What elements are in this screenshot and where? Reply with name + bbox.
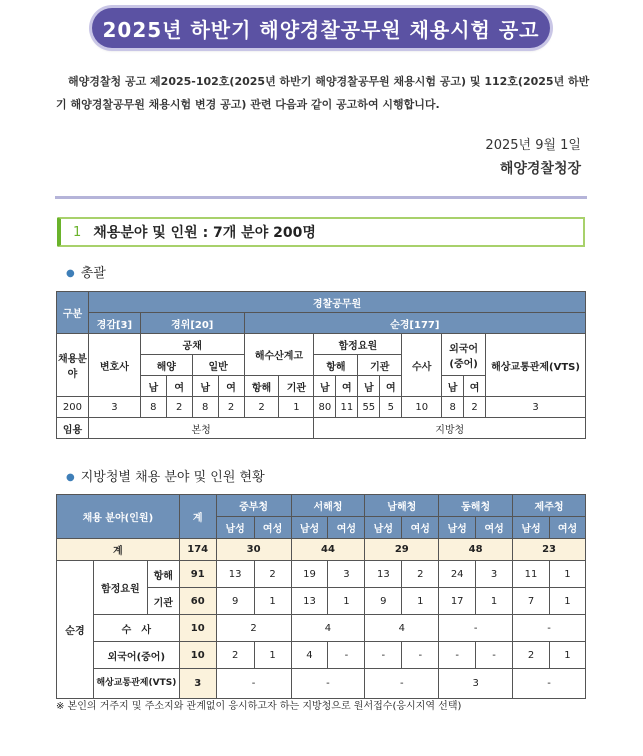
hamjeong-hanghae-header: 항해 bbox=[314, 355, 358, 376]
regional-table bbox=[56, 494, 586, 699]
sex-male: 남 bbox=[314, 376, 336, 397]
table-row bbox=[57, 397, 586, 418]
table-row bbox=[57, 418, 586, 439]
section-1-header bbox=[57, 217, 585, 247]
sex-female: 여성 bbox=[328, 517, 365, 539]
table-cell: 13 bbox=[365, 561, 402, 588]
field-header: 채용 분야(인원) bbox=[57, 495, 180, 539]
table-cell: 10 bbox=[402, 397, 442, 418]
region-total: 48 bbox=[439, 539, 513, 561]
table-cell: 1 bbox=[279, 397, 314, 418]
table-cell: 8 bbox=[442, 397, 464, 418]
table-cell: 8 bbox=[192, 397, 218, 418]
table-cell: 3 bbox=[328, 561, 365, 588]
appoint-bonchung: 본청 bbox=[88, 418, 313, 439]
table-cell: 1 bbox=[254, 588, 291, 615]
sex-male: 남 bbox=[192, 376, 218, 397]
section-number: 1 bbox=[73, 224, 82, 240]
foreign-label: 외국어(중어) bbox=[93, 642, 179, 669]
appoint-label: 임용 bbox=[57, 418, 89, 439]
table-cell: 17 bbox=[439, 588, 476, 615]
table-cell: 8 bbox=[140, 397, 166, 418]
bullet-dot-icon: ● bbox=[66, 472, 75, 483]
rank-gyeonggam: 경감[3] bbox=[88, 313, 140, 334]
summary-table bbox=[56, 291, 586, 439]
sex-male: 남 bbox=[358, 376, 380, 397]
table-cell: 13 bbox=[291, 588, 328, 615]
sex-male: 남성 bbox=[216, 517, 254, 539]
haesu-hanghae: 항해 bbox=[244, 376, 279, 397]
table-cell: 19 bbox=[291, 561, 328, 588]
ilban-header: 일반 bbox=[192, 355, 244, 376]
table-row bbox=[57, 561, 586, 588]
gubun-header: 구분 bbox=[57, 292, 89, 334]
vts-header: 해상교통관제(VTS) bbox=[486, 334, 586, 397]
region-total: 23 bbox=[513, 539, 586, 561]
table-cell: 3 bbox=[486, 397, 586, 418]
susa-header: 수사 bbox=[402, 334, 442, 397]
issuing-organization: 해양경찰청장 bbox=[499, 161, 581, 177]
table-cell: 9 bbox=[216, 588, 254, 615]
bullet-dot-icon: ● bbox=[66, 268, 75, 279]
sex-female: 여 bbox=[166, 376, 192, 397]
sex-male: 남 bbox=[442, 376, 464, 397]
table-cell: 1 bbox=[402, 588, 439, 615]
table-cell: 24 bbox=[439, 561, 476, 588]
haesu-header: 해수산계고 bbox=[244, 334, 314, 376]
footnote: ※ 본인의 거주지 및 주소지와 관계없이 응시하고자 하는 지방청으로 원서접수(응시지역 선택) bbox=[56, 701, 462, 712]
region-header: 남해청 bbox=[365, 495, 439, 517]
table-cell: 13 bbox=[216, 561, 254, 588]
table-cell: - bbox=[439, 642, 476, 669]
hamjeong-header: 함정요원 bbox=[314, 334, 402, 355]
table-cell: - bbox=[439, 615, 513, 642]
bullet-regional bbox=[66, 466, 265, 485]
foreign-header: 외국어(중어) bbox=[442, 334, 486, 376]
table-cell: 10 bbox=[179, 642, 216, 669]
table-cell: - bbox=[513, 615, 586, 642]
total-value: 174 bbox=[179, 539, 216, 561]
bullet-regional-label: 지방청별 채용 분야 및 인원 현황 bbox=[80, 470, 265, 485]
table-cell: 11 bbox=[513, 561, 550, 588]
table-cell: 1 bbox=[549, 561, 585, 588]
table-cell: 11 bbox=[336, 397, 358, 418]
announcement-date: 2025년 9월 1일 bbox=[485, 138, 581, 153]
table-cell: 2 bbox=[244, 397, 279, 418]
table-cell: 2 bbox=[218, 397, 244, 418]
lawyer-header: 변호사 bbox=[88, 334, 140, 397]
sex-male: 남성 bbox=[365, 517, 402, 539]
table-cell: 4 bbox=[365, 615, 439, 642]
table-row bbox=[57, 539, 586, 561]
gye-header: 계 bbox=[179, 495, 216, 539]
table-cell: 1 bbox=[549, 642, 585, 669]
divider bbox=[55, 196, 587, 199]
table-cell: - bbox=[328, 642, 365, 669]
region-header: 서해청 bbox=[291, 495, 365, 517]
sex-female: 여 bbox=[218, 376, 244, 397]
table-cell: - bbox=[513, 669, 586, 699]
bullet-summary bbox=[66, 262, 106, 281]
table-cell: 2 bbox=[216, 615, 291, 642]
rank-sungyeong: 순경[177] bbox=[244, 313, 585, 334]
field-header: 채용분야 bbox=[57, 334, 89, 397]
table-cell: 2 bbox=[216, 642, 254, 669]
table-cell: 3 bbox=[439, 669, 513, 699]
bullet-summary-label: 총괄 bbox=[80, 266, 106, 281]
table-cell: - bbox=[291, 669, 365, 699]
region-total: 44 bbox=[291, 539, 365, 561]
table-cell: 7 bbox=[513, 588, 550, 615]
haeyang-header: 해양 bbox=[140, 355, 192, 376]
table-cell: 3 bbox=[88, 397, 140, 418]
table-cell: - bbox=[476, 642, 513, 669]
sex-female: 여 bbox=[464, 376, 486, 397]
table-cell: 3 bbox=[179, 669, 216, 699]
table-cell: 80 bbox=[314, 397, 336, 418]
table-cell: - bbox=[402, 642, 439, 669]
rank-gyeongwi: 경위[20] bbox=[140, 313, 244, 334]
gongchae-header: 공채 bbox=[140, 334, 244, 355]
region-header: 중부청 bbox=[216, 495, 291, 517]
sex-female: 여성 bbox=[549, 517, 585, 539]
susa-label: 수 사 bbox=[93, 615, 179, 642]
sex-female: 여 bbox=[336, 376, 358, 397]
table-row bbox=[57, 615, 586, 642]
sex-female: 여 bbox=[380, 376, 402, 397]
intro-text: 해양경찰청 공고 제2025-102호(2025년 하반기 해양경찰공무원 채용시험 공고) 및 112호(2025년 하반기 해양경찰공무원 채용시험 변경 공고) 관련 다음과 같이 공고하여 시행합니다. bbox=[56, 75, 590, 111]
table-cell: 4 bbox=[291, 615, 365, 642]
table-row bbox=[57, 669, 586, 699]
region-header: 동해청 bbox=[439, 495, 513, 517]
hanghae-label: 항해 bbox=[147, 561, 179, 588]
haesu-gigwan: 기관 bbox=[279, 376, 314, 397]
table-cell: 60 bbox=[179, 588, 216, 615]
sex-male: 남성 bbox=[439, 517, 476, 539]
table-cell: 200 bbox=[57, 397, 89, 418]
sex-female: 여성 bbox=[476, 517, 513, 539]
total-label: 계 bbox=[57, 539, 180, 561]
table-cell: - bbox=[216, 669, 291, 699]
sex-male: 남 bbox=[140, 376, 166, 397]
table-cell: 2 bbox=[254, 561, 291, 588]
region-total: 29 bbox=[365, 539, 439, 561]
table-cell: 5 bbox=[380, 397, 402, 418]
table-cell: 1 bbox=[476, 588, 513, 615]
table-cell: 3 bbox=[476, 561, 513, 588]
sex-male: 남성 bbox=[513, 517, 550, 539]
sungyeong-label: 순경 bbox=[57, 561, 94, 699]
table-cell: 1 bbox=[549, 588, 585, 615]
sex-female: 여성 bbox=[254, 517, 291, 539]
section-title: 채용분야 및 인원 : 7개 분야 200명 bbox=[93, 225, 316, 241]
table-cell: 91 bbox=[179, 561, 216, 588]
table-cell: - bbox=[365, 642, 402, 669]
table-cell: 55 bbox=[358, 397, 380, 418]
table-cell: 10 bbox=[179, 615, 216, 642]
page-title: 2025년 하반기 해양경찰공무원 채용시험 공고 bbox=[92, 8, 550, 48]
region-total: 30 bbox=[216, 539, 291, 561]
table-cell: 2 bbox=[166, 397, 192, 418]
hamjeong-label: 함정요원 bbox=[93, 561, 147, 615]
table-cell: 2 bbox=[464, 397, 486, 418]
table-cell: 1 bbox=[328, 588, 365, 615]
vts-label: 해상교통관제(VTS) bbox=[93, 669, 179, 699]
table-cell: 4 bbox=[291, 642, 328, 669]
table-cell: 2 bbox=[402, 561, 439, 588]
sex-female: 여성 bbox=[402, 517, 439, 539]
gigwan-label: 기관 bbox=[147, 588, 179, 615]
table-cell: 2 bbox=[513, 642, 550, 669]
table-cell: - bbox=[365, 669, 439, 699]
region-header: 제주청 bbox=[513, 495, 586, 517]
table-cell: 9 bbox=[365, 588, 402, 615]
appoint-jibang: 지방청 bbox=[314, 418, 586, 439]
table-cell: 1 bbox=[254, 642, 291, 669]
police-header: 경찰공무원 bbox=[88, 292, 585, 313]
hamjeong-gigwan-header: 기관 bbox=[358, 355, 402, 376]
sex-male: 남성 bbox=[291, 517, 328, 539]
table-row bbox=[57, 642, 586, 669]
